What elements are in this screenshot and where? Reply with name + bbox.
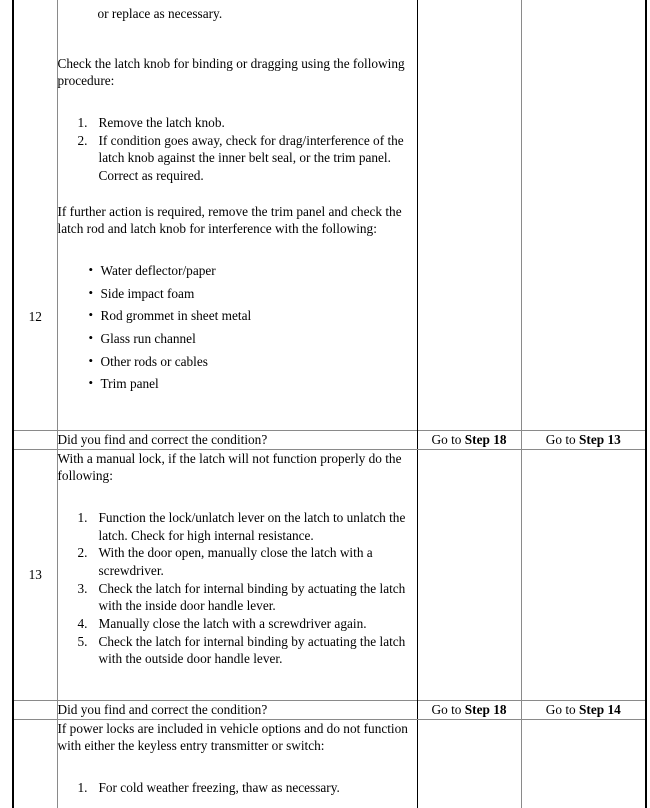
list-item [58,307,417,325]
list-number: 2. [77,545,88,561]
no-cell [521,449,646,700]
list-number: 1. [77,780,88,796]
goto-prefix: Go to [545,702,579,718]
bullet-icon: • [88,284,94,300]
table-row-question [13,701,646,720]
list-item [58,262,417,280]
no-cell [521,719,646,808]
list-item-text: With the door open, manually close the latch with a screwdriver. [98,545,373,579]
bullet-icon: • [88,307,94,323]
goto-no[interactable] [546,702,621,717]
paragraph-intro: If power locks are included in vehicle options and do not function with either the keyless entry transmitter or switch: [57,720,408,754]
step-number: 12 [28,308,42,324]
diagnostic-table [12,0,647,808]
no-cell [521,203,646,431]
bullet-list [58,262,417,393]
no-cell [521,701,646,720]
yes-cell [417,719,521,808]
action-cell [57,203,417,431]
list-number: 1. [77,510,88,526]
goto-prefix: Go to [431,432,465,448]
step-number-cell [13,203,57,431]
spacer [58,485,417,509]
step-number-cell [13,449,57,700]
question-text: Did you find and correct the condition? [57,432,268,448]
list-item-text: Check the latch for internal binding by actuating the latch with the inside door handle lever. [98,580,406,614]
list-item-text: Check the latch for internal binding by actuating the latch with the outside door handle lever. [98,633,406,667]
table-row-question [13,431,646,450]
list-item-text: Remove the latch knob. [98,115,225,131]
list-item-text: Trim panel [100,376,159,392]
list-item-text: Rod grommet in sheet metal [100,308,252,324]
step-number-cell [13,431,57,450]
list-item [58,779,417,797]
spacer [58,238,417,262]
ordered-list [58,509,417,668]
bullet-icon: • [88,330,94,346]
step-number-cell [13,719,57,808]
step-number-cell [13,0,57,203]
step-number: 13 [28,567,42,583]
goto-no[interactable] [546,432,621,447]
action-cell [57,0,417,203]
spacer [58,398,417,430]
list-item [58,509,417,544]
paragraph-intro: If further action is required, remove the trim panel and check the latch rod and latch knob for interference with the following: [57,203,402,237]
goto-yes[interactable] [432,702,507,717]
question-cell [57,701,417,720]
list-number: 2. [77,132,88,148]
yes-cell [417,449,521,700]
list-item [58,114,417,132]
step-number-cell [13,701,57,720]
yes-cell [417,431,521,450]
spacer [58,185,417,203]
list-item [58,633,417,668]
goto-yes[interactable] [432,432,507,447]
goto-prefix: Go to [431,702,465,718]
table-row [13,449,646,700]
no-cell [521,0,646,203]
spacer [58,668,417,700]
goto-target: Step 18 [464,432,507,448]
list-item [58,615,417,633]
question-cell [57,431,417,450]
spacer [58,23,417,55]
table-row [13,0,646,203]
question-text: Did you find and correct the condition? [57,702,268,718]
list-item [58,132,417,185]
ordered-list [58,779,417,797]
paragraph-intro: With a manual lock, if the latch will not function properly do the following: [57,450,402,484]
ordered-list [58,114,417,185]
yes-cell [417,203,521,431]
spacer [58,90,417,114]
spacer [58,755,417,779]
action-cell [57,449,417,700]
list-item [58,330,417,348]
spacer [58,797,417,808]
goto-prefix: Go to [545,432,579,448]
list-item-text: For cold weather freezing, thaw as necessary. [98,780,340,796]
list-item [58,580,417,615]
list-item-text: Side impact foam [100,285,195,301]
goto-target: Step 13 [579,432,621,448]
list-item-text: Other rods or cables [100,353,208,369]
list-item [58,285,417,303]
list-item [58,544,417,579]
list-item [58,375,417,393]
list-continuation-text: or replace as necessary. [97,6,223,21]
yes-cell [417,701,521,720]
goto-target: Step 14 [579,702,621,718]
list-item-text: If condition goes away, check for drag/interference of the latch knob against the inner belt seal, or the trim panel. Correct as required. [98,132,404,184]
paragraph-intro: Check the latch knob for binding or dragging using the following procedure: [57,55,405,89]
list-item [58,353,417,371]
list-item-text: Glass run channel [100,331,196,347]
no-cell [521,431,646,450]
bullet-icon: • [88,375,94,391]
bullet-icon: • [88,352,94,368]
bullet-icon: • [88,262,94,278]
list-item-text: Water deflector/paper [100,263,216,279]
list-number: 4. [77,616,88,632]
list-item-text: Function the lock/unlatch lever on the latch to unlatch the latch. Check for high internal resistance. [98,510,406,543]
list-number: 3. [77,580,88,596]
list-number: 1. [77,115,88,131]
table-row [13,203,646,431]
list-item-text: Manually close the latch with a screwdriver again. [98,616,367,632]
action-cell [57,719,417,808]
list-number: 5. [77,633,88,649]
goto-target: Step 18 [464,702,507,718]
table-row [13,719,646,808]
yes-cell [417,0,521,203]
